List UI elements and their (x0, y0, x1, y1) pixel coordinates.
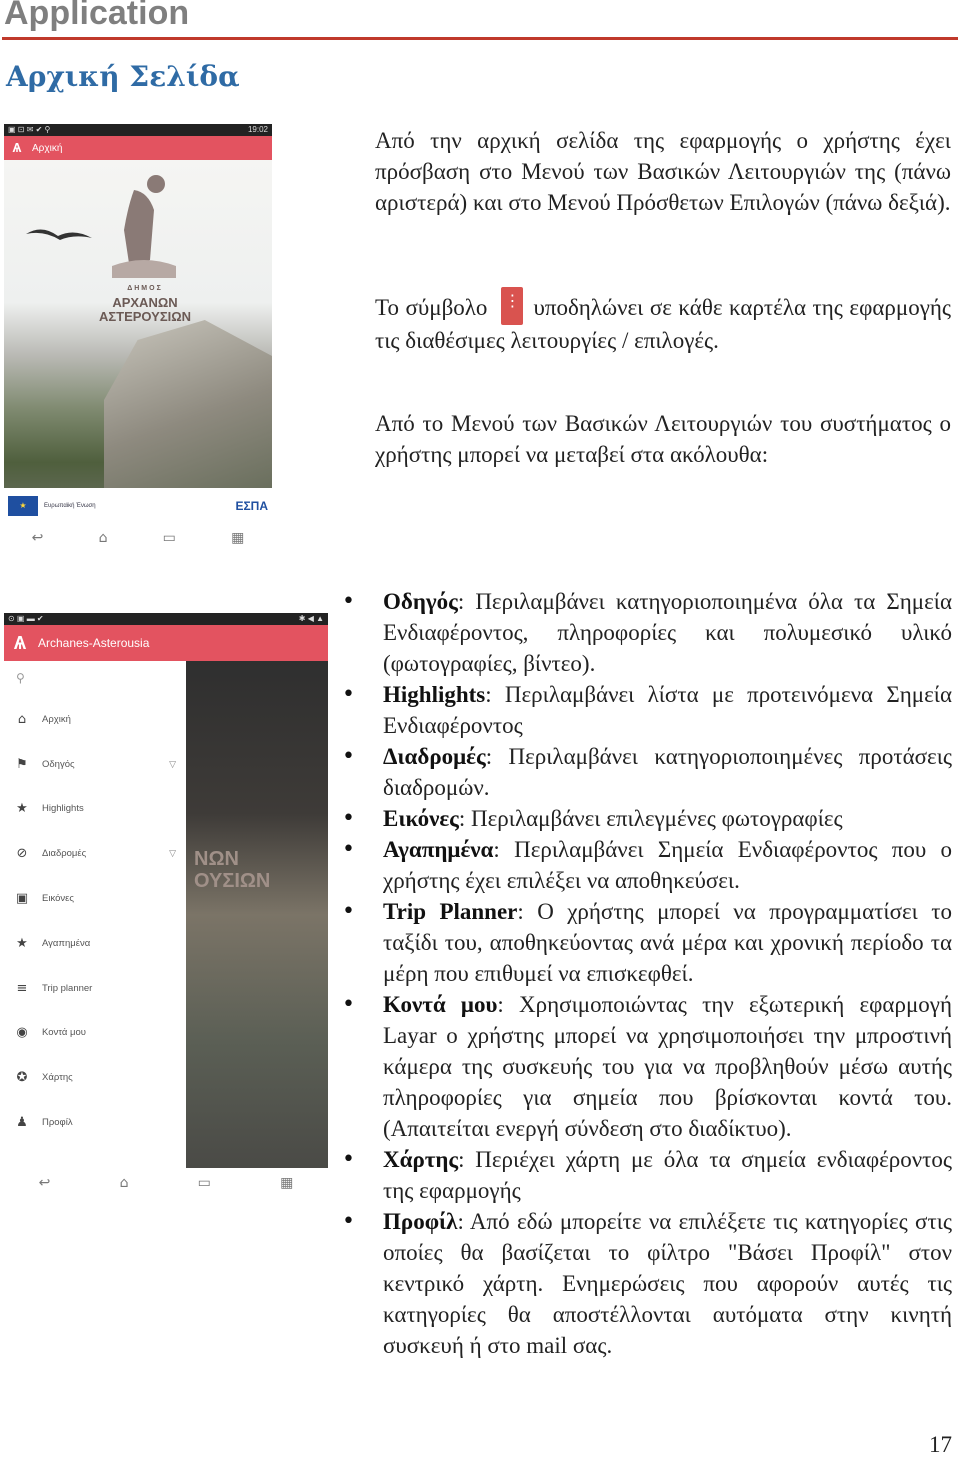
emblem-caption (90, 282, 200, 324)
feature-term: Κοντά μου (383, 992, 498, 1017)
recents-icon[interactable]: ▭ (197, 1175, 211, 1191)
eu-label: Ευρωπαϊκή Ένωση (44, 503, 96, 509)
feature-description: : Περιλαμβάνει κατηγοριοποιημένα όλα τα Σημεία Ενδιαφέροντος, πληροφορίες και πολυμεσικό υλικό (φωτογραφίες, βίντεο). (383, 589, 952, 676)
drawer-menu (4, 697, 186, 1145)
recents-icon[interactable]: ▭ (162, 530, 176, 546)
app-logo-icon[interactable]: Ѧ (13, 633, 26, 653)
menu-item-label: Highlights (42, 803, 84, 815)
drawer-item[interactable] (4, 1055, 186, 1100)
menu-item-label: Κοντά μου (42, 1027, 86, 1039)
grid-icon[interactable]: ▦ (280, 1175, 294, 1191)
feature-item (340, 1206, 952, 1361)
overflow-menu-icon (501, 287, 523, 325)
intro-paragraph: Από την αρχική σελίδα της εφαρμογής ο χρήστης έχει πρόσβαση στο Μενού των Βασικών Λειτουργιών της (πάνω αριστερά) και στο Μενού Πρόσθετων Επιλογών (πάνω δεξιά). (375, 128, 951, 215)
emblem-line-2: ΑΡΧΑΝΩΝ (112, 295, 178, 310)
feature-item (340, 834, 952, 896)
emblem-line-2: ΟΥΣΙΩΝ (194, 870, 271, 892)
drawer-item[interactable] (4, 966, 186, 1011)
page-number: 17 (929, 1432, 952, 1457)
menu-item-icon: ⚑ (16, 756, 28, 772)
header-divider (2, 37, 958, 40)
document-header-title: Application (4, 0, 190, 32)
home-background-dimmed (186, 661, 328, 1169)
menu-item-icon: ≡ (16, 980, 28, 996)
feature-description: : Περιέχει χάρτη με όλα τα σημεία ενδιαφέροντος της εφαρμογής (383, 1147, 952, 1203)
feature-description: : Ο χρήστης μπορεί να προγραμματίσει το ταξίδι του, αποθηκεύοντας ανά μέρα και χρονική περίοδο τα μέρη που επιθυμεί να επισκεφθεί. (383, 899, 953, 986)
status-bar (4, 124, 272, 136)
feature-item (340, 896, 952, 989)
menu-item-icon: ★ (16, 935, 28, 951)
feature-term: Εικόνες (383, 806, 459, 831)
status-time: 19:02 (247, 125, 268, 134)
drawer-item[interactable] (4, 697, 186, 742)
emblem-caption-partial (194, 848, 270, 892)
eu-flag-icon: ★ (8, 496, 38, 516)
feature-term: Αγαπημένα (383, 837, 494, 862)
expand-arrow-icon: ▽ (169, 848, 176, 859)
expand-arrow-icon: ▽ (169, 758, 176, 769)
symbol-paragraph-lead: Το σύμβολο (375, 295, 488, 320)
drawer-item[interactable] (4, 921, 186, 966)
menu-item-icon: ⌂ (17, 711, 27, 727)
municipality-emblem-icon (104, 170, 184, 280)
app-bar (4, 136, 272, 160)
feature-description: : Περιλαμβάνει λίστα με προτεινόμενα Σημεία Ενδιαφέροντος (383, 682, 952, 738)
feature-term: Διαδρομές (383, 744, 486, 769)
status-icons: ▣ ⊡ ✉ ✔ ⚲ (8, 125, 51, 134)
emblem-line-1: ΝΩΝ (194, 848, 239, 870)
feature-term: Προφίλ (383, 1209, 458, 1234)
android-nav-bar (4, 1168, 328, 1198)
feature-term: Οδηγός (383, 589, 458, 614)
feature-term: Χάρτης (383, 1147, 459, 1172)
menu-screen-screenshot (4, 613, 328, 1198)
menu-item-icon: ★ (16, 801, 28, 817)
status-bar (4, 613, 328, 625)
emblem-line-3: ΑΣΤΕΡΟΥΣΙΩΝ (98, 309, 192, 324)
menu-item-icon: ⊘ (16, 846, 28, 862)
menu-item-label: Χάρτης (42, 1072, 73, 1084)
android-nav-bar (4, 524, 272, 552)
drawer-item[interactable] (4, 876, 186, 921)
status-icons-right: ✱ ◀ ▲ (298, 614, 324, 623)
feature-item (340, 803, 952, 834)
menu-item-icon: ▣ (15, 891, 29, 907)
app-bar (4, 625, 328, 661)
funding-footer (4, 488, 272, 524)
menu-item-icon: ♟ (16, 1115, 28, 1131)
feature-item (340, 989, 952, 1144)
feature-item (340, 679, 952, 741)
feature-description: : Από εδώ μπορείτε να επιλέξετε τις κατηγορίες στις οποίες θα βασίζεται το φίλτρο "Βάσει Προφίλ" στον κεντρικό χάρτη. Ενημερώσεις που αφορούν αυτές τις κατηγορίες θα αποστέλλονται αυτόματα στην κινητή συσκευή ή στο mail σας. (383, 1209, 952, 1358)
home-icon[interactable]: ⌂ (119, 1175, 129, 1191)
drawer-item[interactable] (4, 1011, 186, 1056)
symbol-paragraph (375, 287, 951, 356)
feature-item (340, 586, 952, 679)
search-icon[interactable]: ⚲ (16, 671, 25, 685)
menu-item-icon: ◉ (16, 1025, 28, 1041)
emblem-line-1: ΔΗΜΟΣ (127, 285, 163, 292)
menu-item-label: Εικόνες (42, 893, 74, 905)
feature-term: Highlights (383, 682, 486, 707)
drawer-item[interactable] (4, 787, 186, 832)
menu-item-label: Αρχική (42, 713, 71, 725)
home-icon[interactable]: ⌂ (98, 530, 108, 546)
app-bar-title: Αρχική (32, 142, 63, 154)
menu-intro-paragraph: Από το Μενού των Βασικών Λειτουργιών του συστήματος ο χρήστης μπορεί να μεταβεί στα ακόλουθα: (375, 411, 951, 467)
navigation-drawer (4, 661, 186, 1169)
grid-icon[interactable]: ▦ (231, 530, 245, 546)
drawer-item[interactable] (4, 742, 186, 787)
menu-item-icon: ✪ (16, 1070, 28, 1086)
menu-item-label: Αγαπημένα (42, 937, 91, 949)
feature-term: Trip Planner (383, 899, 518, 924)
feature-description: : Περιλαμβάνει κατηγοριοποιημένες προτάσεις διαδρομών. (383, 744, 952, 800)
menu-item-label: Οδηγός (42, 758, 75, 770)
menu-item-label: Προφίλ (42, 1117, 73, 1129)
back-icon[interactable]: ↩ (38, 1175, 51, 1191)
home-screen-screenshot (4, 124, 272, 552)
symbol-paragraph-rest: υποδηλώνει σε κάθε καρτέλα της εφαρμογής τις διαθέσιμες λειτουργίες / επιλογές. (375, 295, 951, 353)
feature-item (340, 1144, 952, 1206)
menu-item-label: Trip planner (42, 982, 93, 994)
feature-description: : Περιλαμβάνει επιλεγμένες φωτογραφίες (458, 806, 843, 831)
eagle-icon (24, 220, 94, 250)
home-background (4, 160, 272, 516)
section-title: Αρχική Σελίδα (6, 60, 240, 93)
drawer-item[interactable] (4, 831, 186, 876)
drawer-item[interactable] (4, 1100, 186, 1145)
features-list (340, 586, 952, 1361)
app-logo-icon: Ѧ (12, 140, 22, 155)
status-icons-left: ⊙ ▣ ▬ ✔ (8, 614, 44, 623)
app-bar-title: Archanes-Asterousia (38, 636, 150, 650)
feature-item (340, 741, 952, 803)
back-icon[interactable]: ↩ (31, 530, 44, 546)
feature-description: : Περιλαμβάνει Σημεία Ενδιαφέροντος που ο χρήστης έχει επιλέξει να αποθηκεύσει. (383, 837, 952, 893)
feature-description: : Χρησιμοποιώντας την εξωτερική εφαρμογή Layar ο χρήστης μπορεί να χρησιμοποιήσει την μπροστινή κάμερα της συσκευής του για να προβληθούν μέσω αυτής πληροφορίες για σημεία που βρίσκονται κοντά του. (Απαιτείται ενεργή σύνδεση στο διαδίκτυο). (383, 992, 952, 1141)
menu-item-label: Διαδρομές (42, 848, 87, 860)
espa-logo: ΕΣΠΑ (235, 499, 268, 513)
